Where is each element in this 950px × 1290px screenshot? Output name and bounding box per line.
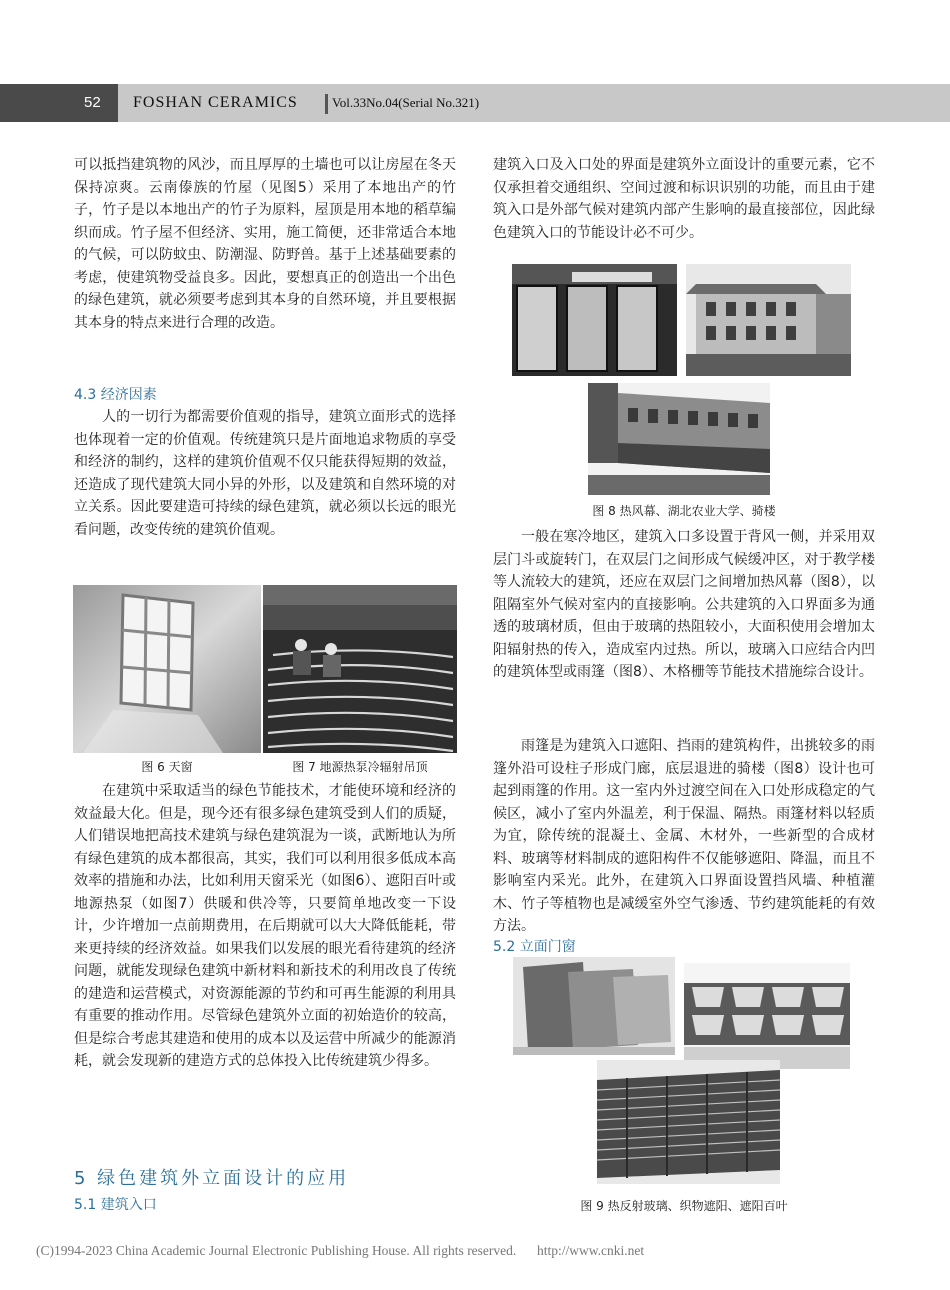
left-paragraph-2: 人的一切行为都需要价值观的指导，建筑立面形式的选择也体现着一定的价值观。传统建筑只是片面地追求物质的享受和经济的制约，这样的建筑价值观不仅只能获得短期的效益，还造成了现代建筑大同小异的外形，以及建筑和自然环境的对立关系。因此要建造可持续的绿色建筑，就必须以长远的眼光看问题，改变传统的建筑价值观。 (74, 409, 456, 538)
right-paragraph-3: 雨篷是为建筑入口遮阳、挡雨的建筑构件，出挑较多的雨篷外沿可设柱子形成门廊，底层退进的骑楼（图8）设计也可起到雨篷的作用。这一室内外过渡空间在入口处形成稳定的气候区，减小了室内外温差，利于保温、隔热。雨篷材料以轻质为宜，除传统的混凝土、金属、木材外，一些新型的合成材料、玻璃等材料制成的遮阳构件不仅能够遮阳、降温，而且不影响室内采光。此外，在建筑入口界面设置挡风墙、种植灌木、竹子等植物也是减缓室外空气渗透、节约建筑能耗的有效方法。 (493, 738, 875, 934)
figure-8-arcade-building (588, 383, 770, 495)
figure-6-caption: 图 6 天窗 (141, 760, 193, 774)
heading-4-3: 4.3 经济因素 (74, 387, 157, 403)
page-number: 52 (84, 94, 101, 111)
figure-6-skylight (73, 585, 261, 753)
figure-7-radiant-pipes (263, 585, 457, 753)
left-para-2-wrap (74, 406, 456, 541)
figure-9-caption: 图 9 热反射玻璃、织物遮阳、遮阳百叶 (580, 1199, 788, 1213)
figure-9-fabric-shading (684, 963, 850, 1069)
right-para-2-wrap (493, 526, 875, 684)
figure-8-air-curtain (512, 264, 677, 376)
footer (36, 1243, 644, 1259)
left-para-1 (74, 154, 456, 334)
left-para-3-wrap (74, 780, 456, 1073)
issue-info: Vol.33No.04(Serial No.321) (332, 95, 480, 110)
heading-5-1: 5.1 建筑入口 (74, 1197, 157, 1213)
footer-copyright: (C)1994-2023 China Academic Journal Electronic Publishing House. All rights reserved. (36, 1243, 517, 1258)
figure-8-caption: 图 8 热风幕、湖北农业大学、骑楼 (592, 504, 776, 518)
right-paragraph-1: 建筑入口及入口处的界面是建筑外立面设计的重要元素，它不仅承担着交通组织、空间过渡和标识识别的功能，而且由于建筑入口是外部气候对建筑内部产生影响的最直接部位，因此绿色建筑入口的节能设计必不可少。 (493, 157, 875, 241)
heading-5: 5 绿色建筑外立面设计的应用 (74, 1168, 350, 1189)
header-divider (325, 94, 328, 114)
figure-7-caption: 图 7 地源热泵冷辐射吊顶 (292, 760, 428, 774)
heading-5-2: 5.2 立面门窗 (493, 939, 576, 955)
figure-9-reflective-glass (513, 957, 675, 1055)
right-paragraph-2: 一般在寒冷地区，建筑入口多设置于背风一侧，并采用双层门斗或旋转门，在双层门之间形成气候缓冲区，对于教学楼等人流较大的建筑，还应在双层门之间增加热风幕（图8），以阻隔室外气候对室内的直接影响。公共建筑的入口界面多为通透的玻璃材质，但由于玻璃的热阻较小，大面积使用会增加太阳辐射热的传入，造成室内过热。所以，玻璃入口应结合内凹的建筑体型或雨篷（图8）、木格栅等节能技术措施综合设计。 (493, 529, 875, 680)
figure-8-hubei-university (686, 264, 851, 376)
figure-9-louver-facade (597, 1060, 780, 1184)
right-para-1-wrap (493, 154, 875, 244)
left-paragraph-3: 在建筑中采取适当的绿色节能技术，才能使环境和经济的效益最大化。但是，现今还有很多绿色建筑受到人们的质疑，人们错误地把高技术建筑与绿色建筑混为一谈，武断地认为所有绿色建筑的成本都很高，其实，我们可以利用很多低成本高效率的措施和办法，比如利用天窗采光（如图6）、遮阳百叶或地源热泵（如图7）供暖和供冷等，只要简单地改变一下设计，少许增加一点前期费用，在后期就可以大大降低能耗，带来更持续的经济效益。如果我们以发展的眼光看待建筑的经济问题，就能发现绿色建筑中新材料和新技术的利用改良了传统的建造和运营模式，对资源能源的节约和可再生能源的利用具有重要的推动作用。尽管绿色建筑外立面的初始造价的较高，但是综合考虑其建造和使用的成本以及运营中所减少的能源消耗，就会发现新的建造方式的总体投入比传统建筑少得多。 (74, 783, 456, 1069)
left-paragraph-1: 可以抵挡建筑物的风沙，而且厚厚的土墙也可以让房屋在冬天保持凉爽。云南傣族的竹屋（见图5）采用了本地出产的竹子，竹子是以本地出产的竹子为原料，屋顶是用本地的稻草编织而成。竹子屋不但经济、实用，施工简便，还非常适合本地的气候，可以防蚊虫、防潮湿、防野兽。基于上述基础要素的考虑，使建筑物受益良多。因此，要想真正的创造出一个出色的绿色建筑，就必须要考虑到其本身的自然环境，并且要根据其本身的特点来进行合理的改造。 (74, 157, 456, 331)
footer-url[interactable]: http://www.cnki.net (537, 1243, 645, 1258)
journal-title: FOSHAN CERAMICS (133, 94, 298, 111)
right-para-3-wrap (493, 735, 875, 938)
